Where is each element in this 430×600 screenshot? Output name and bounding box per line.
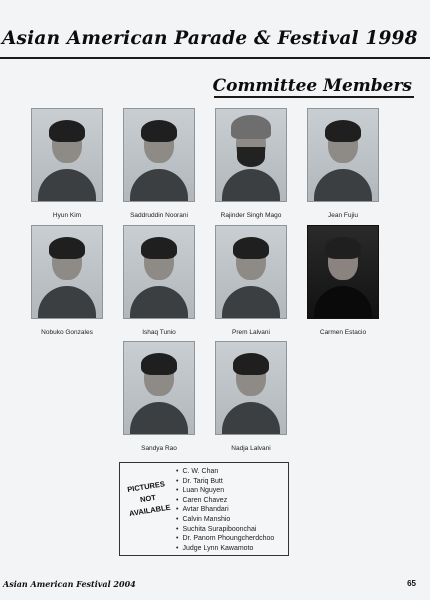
member-photo — [31, 108, 103, 202]
list-item: • Calvin Manshio — [176, 515, 274, 525]
footer-title: Asian American Festival 2004 — [3, 579, 136, 589]
member-photo — [123, 225, 195, 319]
member-card — [298, 108, 388, 219]
member-card — [298, 225, 388, 336]
pictures-not-available-box — [119, 462, 289, 556]
member-card — [114, 225, 204, 336]
header-title: Asian American Parade & Festival 1998 — [2, 28, 418, 49]
member-photo — [215, 108, 287, 202]
member-card — [206, 225, 296, 336]
list-item: • C. W. Chan — [176, 467, 274, 477]
page-number: 65 — [407, 579, 416, 588]
list-item: • Caren Chavez — [176, 496, 274, 506]
list-item: • Dr. Panom Phoungcherdchoo — [176, 534, 274, 544]
member-name: Jean Fujiu — [328, 212, 358, 219]
member-photo — [123, 108, 195, 202]
member-name: Nadja Lalvani — [231, 445, 271, 452]
na-label-line: AVAILABLE — [128, 502, 172, 519]
member-photo — [307, 225, 379, 319]
page-header — [0, 26, 430, 60]
member-name: Carmen Estacio — [319, 329, 367, 336]
section-title: Committee Members — [212, 76, 412, 96]
not-available-list — [176, 467, 274, 553]
member-photo — [31, 225, 103, 319]
member-photo — [123, 341, 195, 435]
member-name: Saddruddin Noorani — [130, 212, 188, 219]
na-label-line: PICTURES — [126, 479, 166, 495]
member-card — [114, 341, 204, 452]
list-item: • Suchita Surapiboonchai — [176, 525, 274, 535]
member-card — [22, 108, 112, 219]
member-photo — [215, 341, 287, 435]
member-card — [206, 108, 296, 219]
list-item: • Dr. Tariq Butt — [176, 477, 274, 487]
member-card — [22, 225, 112, 336]
header-divider — [0, 57, 430, 59]
member-photo — [215, 225, 287, 319]
list-item: • Luan Nguyen — [176, 486, 274, 496]
member-card — [114, 108, 204, 219]
member-name: Nobuko Gonzales — [41, 329, 93, 336]
pictures-not-available-label — [120, 477, 177, 521]
na-label-line: NOT — [139, 492, 157, 505]
member-name: Prem Lalvani — [232, 329, 270, 336]
list-item: • Judge Lynn Kawamoto — [176, 544, 274, 554]
list-item: • Avtar Bhandari — [176, 505, 274, 515]
member-name: Ishaq Tunio — [142, 329, 176, 336]
member-name: Sandya Rao — [141, 445, 177, 452]
member-card — [206, 341, 296, 452]
member-name: Hyun Kim — [52, 212, 82, 219]
section-divider — [214, 96, 414, 98]
member-name: Rajinder Singh Mago — [220, 212, 282, 219]
member-photo — [307, 108, 379, 202]
